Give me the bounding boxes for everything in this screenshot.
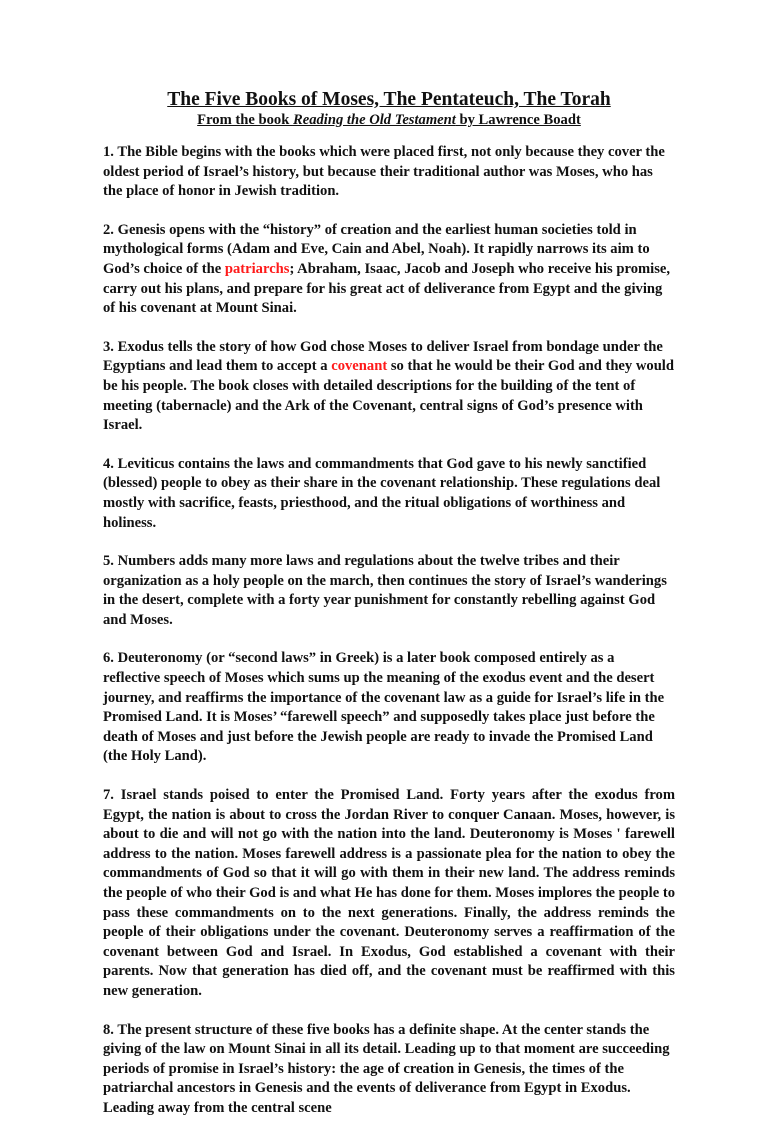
- paragraph-3: [103, 338, 675, 436]
- paragraph-1: 1. The Bible begins with the books which were placed first, not only because they cover the oldest period of Israel’s history, but because their traditional author was Moses, who has the place of honor in Jewish tradition.: [103, 144, 665, 200]
- paragraph-2-before: 2. Genesis opens with the “history” of creation and the earliest human societies told in mythological forms (Adam and Eve, Cain and Abel, Noah). It rapidly narrows its aim to God’s choice of the: [103, 221, 650, 277]
- document-subtitle: [103, 111, 675, 129]
- paragraph-2-after: ; Abraham, Isaac, Jacob and Joseph who receive his promise, carry out his plans, and prepare for his great act of deliverance from Egypt and the giving of his covenant at Mount Sinai.: [103, 260, 671, 317]
- covenant-link[interactable]: covenant: [331, 358, 388, 375]
- document-page: [103, 89, 675, 1138]
- paragraph-3-after: so that he would be their God and they would be his people. The book closes with detailed descriptions for the building of the tent of meeting (tabernacle) and the Ark of the Covenant, central signs of God’s presence with Israel.: [103, 358, 674, 434]
- patriarchs-link[interactable]: patriarchs: [224, 260, 290, 277]
- paragraph-5: 5. Numbers adds many more laws and regulations about the twelve tribes and their organization as a holy people on the march, then continues the story of Israel’s wanderings in the desert, complete with a forty year punishment for constantly rebelling against God and Moses.: [103, 553, 667, 628]
- paragraph-6: 6. Deuteronomy (or “second laws” in Greek) is a later book composed entirely as a reflective speech of Moses which sums up the meaning of the exodus event and the desert journey, and reaffirms the importance of the covenant law as a guide for Israel’s life in the Promised Land. It is Moses’ “farewell speech” and supposedly takes place just before the death of Moses and just before the Jewish people are ready to invade the Promised Land (the Holy Land).: [103, 650, 665, 765]
- document-title: The Five Books of Moses, The Pentateuch, The Torah: [167, 89, 611, 110]
- paragraph-4: 4. Leviticus contains the laws and commandments that God gave to his newly sanctified (blessed) people to obey as their share in the covenant relationship. These regulations deal mostly with sacrifice, feasts, priesthood, and the ritual obligations of worthiness and holiness.: [103, 455, 661, 531]
- paragraph-2: [103, 221, 675, 319]
- subtitle-prefix: From the book: [197, 112, 293, 128]
- paragraph-3-before: 3. Exodus tells the story of how God chose Moses to deliver Israel from bondage under the Egyptians and lead them to accept a: [103, 338, 663, 375]
- subtitle-suffix: by Lawrence Boadt: [455, 112, 581, 128]
- book-title: Reading the Old Testament: [292, 112, 456, 128]
- paragraph-8: 8. The present structure of these five books has a definite shape. At the center stands the giving of the law on Mount Sinai in all its detail. Leading up to that moment are succeeding periods of promise in Israel’s history: the age of creation in Genesis, the times of the patriarchal ancestors in Genesis and the events of deliverance from Egypt in Exodus. Leading away from the central scene: [103, 1021, 670, 1116]
- paragraph-7: 7. Israel stands poised to enter the Promised Land. Forty years after the exodus from Egypt, the nation is about to cross the Jordan River to conquer Canaan. Moses, however, is about to die and will not go with the nation into the land. Deuteronomy is Moses ' farewell address to the nation. Moses farewell address is a passionate plea for the nation to obey the commandments of God so that it will go with them in their new land. The address reminds the people of who their God is and what He has done for them. Moses implores the people to pass these commandments on to the next generations. Finally, the address reminds the people of their obligations under the covenant. Deuteronomy serves a reaffirmation of the covenant between God and Israel. In Exodus, God established a covenant with their parents. Now that generation has died off, and the covenant must be reaffirmed with this new generation.: [103, 787, 675, 999]
